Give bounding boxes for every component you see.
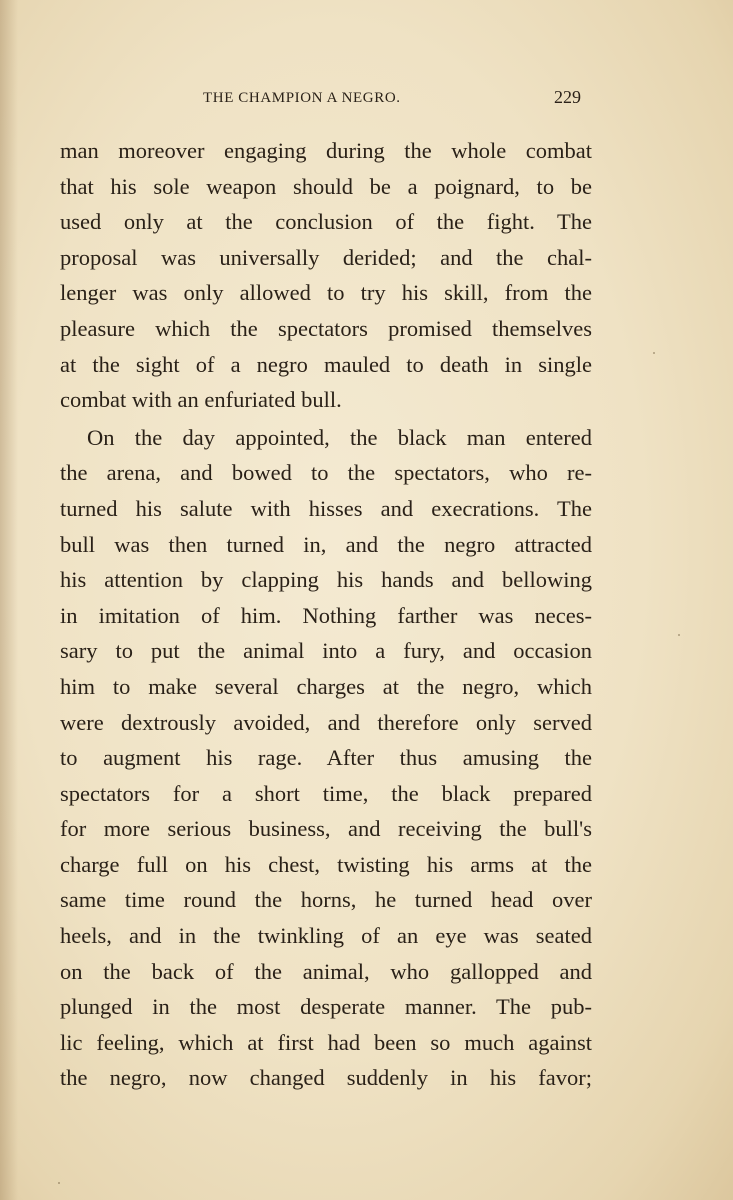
text-line: were dextrously avoided, and therefore only served: [60, 709, 592, 735]
text-line: in imitation of him. Nothing farther was neces-: [60, 602, 592, 628]
text-line: that his sole weapon should be a poignard, to be: [60, 173, 592, 199]
text-line: pleasure which the spectators promised themselves: [60, 315, 592, 341]
text-line: spectators for a short time, the black prepared: [60, 780, 592, 806]
text-line: him to make several charges at the negro, which: [60, 673, 592, 699]
text-line: charge full on his chest, twisting his arms at the: [60, 851, 592, 877]
text-line: bull was then turned in, and the negro attracted: [60, 531, 592, 557]
text-line: proposal was universally derided; and the chal-: [60, 244, 592, 270]
running-title: THE CHAMPION A NEGRO.: [203, 90, 401, 106]
text-line: lenger was only allowed to try his skill, from the: [60, 280, 592, 306]
text-line: his attention by clapping his hands and bellowing: [60, 567, 592, 593]
paper-speck: [58, 1182, 60, 1184]
paper-speck: [653, 352, 655, 354]
body-text: [60, 133, 592, 1096]
text-line: same time round the horns, he turned head over: [60, 887, 592, 913]
text-line: on the back of the animal, who gallopped and: [60, 958, 592, 984]
text-line: turned his salute with hisses and execrations. The: [60, 495, 592, 521]
text-line: sary to put the animal into a fury, and occasion: [60, 638, 592, 664]
text-line: at the sight of a negro mauled to death in single: [60, 351, 592, 377]
text-line: On the day appointed, the black man entered: [87, 424, 592, 450]
paper-speck: [678, 634, 680, 636]
text-line: the negro, now changed suddenly in his favor;: [60, 1065, 592, 1091]
text-line: the arena, and bowed to the spectators, who re-: [60, 460, 592, 486]
text-line: used only at the conclusion of the fight. The: [60, 209, 592, 235]
text-line: man moreover engaging during the whole combat: [60, 138, 592, 163]
text-line: lic feeling, which at first had been so much against: [60, 1029, 592, 1055]
text-line: combat with an enfuriated bull.: [60, 387, 342, 413]
text-line: to augment his rage. After thus amusing the: [60, 745, 592, 771]
paragraph-1: [60, 133, 592, 418]
paragraph-2: [60, 420, 592, 1096]
page-number: 229: [554, 87, 581, 107]
text-line: plunged in the most desperate manner. The pub-: [60, 994, 592, 1020]
text-line: for more serious business, and receiving the bull's: [60, 816, 592, 842]
page-gutter-shadow: [0, 0, 18, 1200]
text-line: heels, and in the twinkling of an eye was seated: [60, 923, 592, 949]
